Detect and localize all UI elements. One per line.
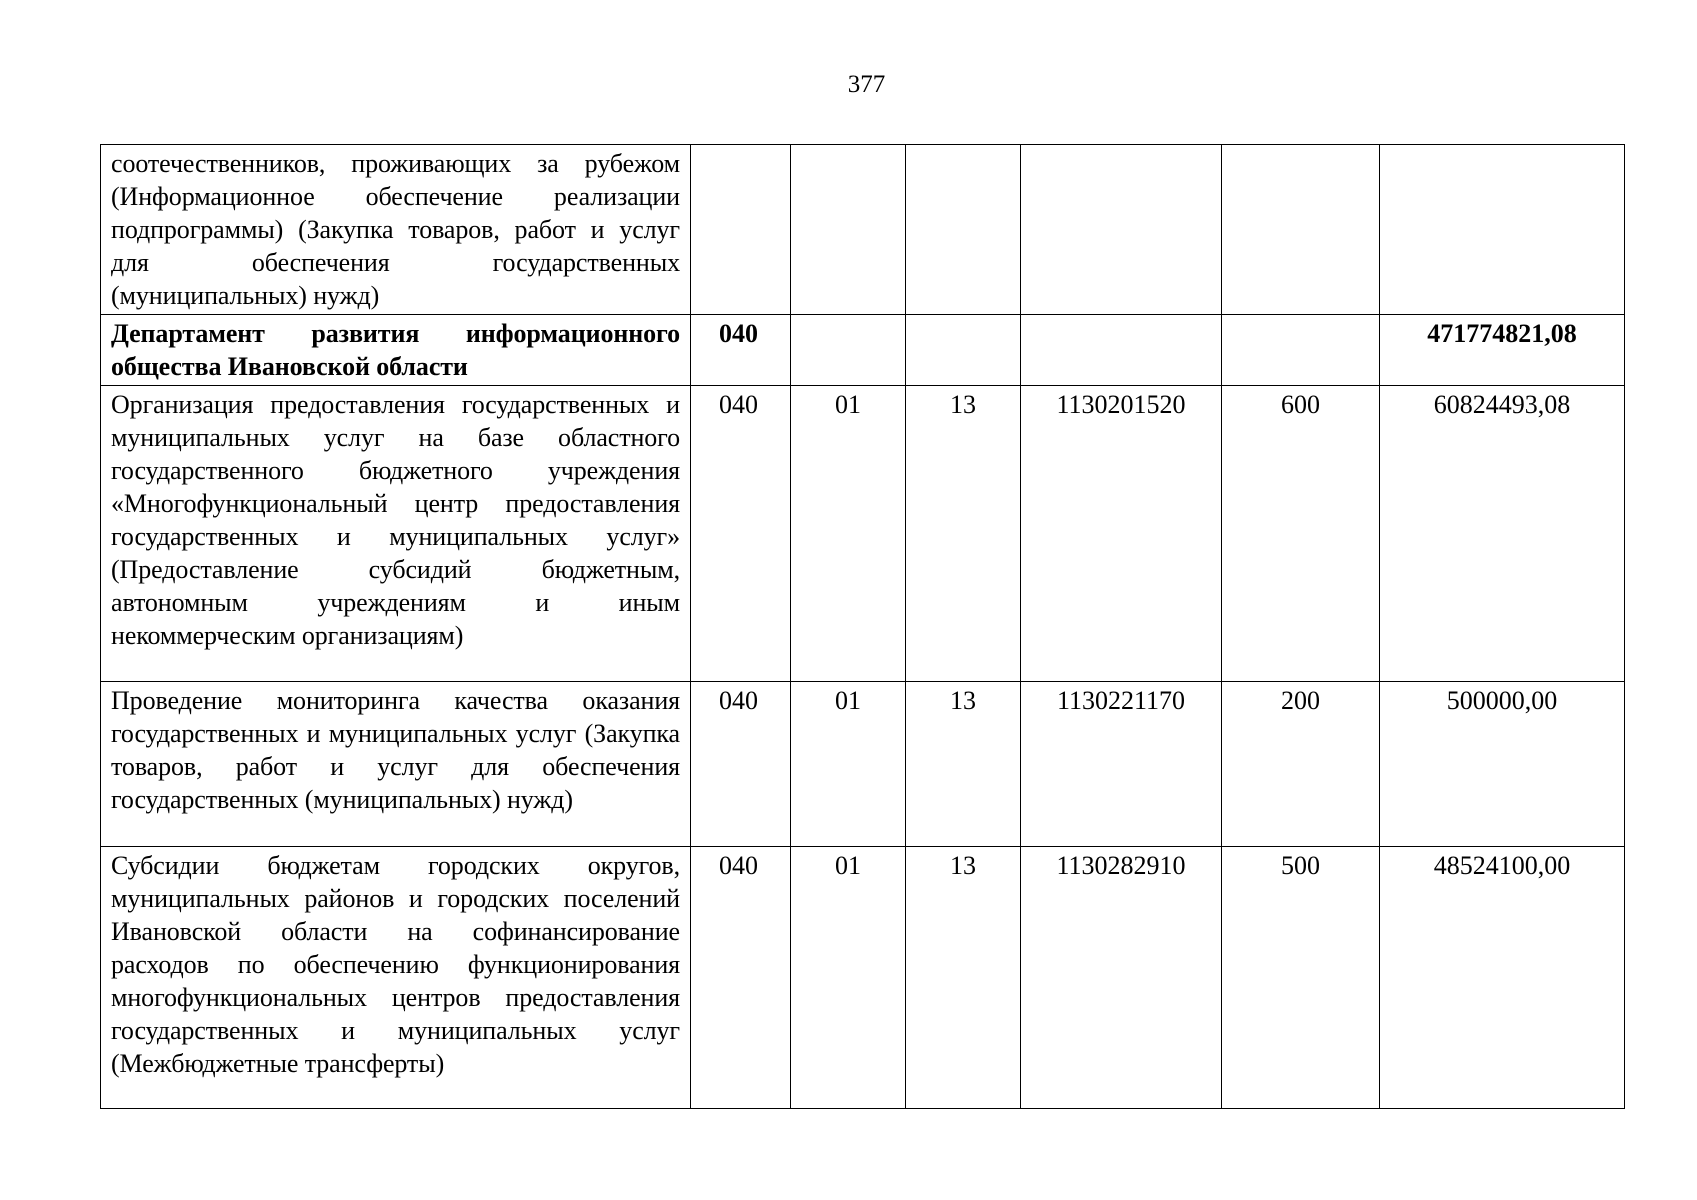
row-expense-type: 500 [1222, 847, 1380, 1109]
row-amount: 48524100,00 [1380, 847, 1625, 1109]
table-row [101, 386, 1625, 682]
row-subsection-code: 13 [906, 682, 1021, 847]
row-section-code: 01 [791, 682, 906, 847]
row-description: Департамент развития информационного общества Ивановской области [101, 315, 691, 386]
row-section-code: 01 [791, 386, 906, 682]
table-row-department [101, 315, 1625, 386]
budget-table [100, 144, 1625, 1109]
row-expense-type: 600 [1222, 386, 1380, 682]
row-amount [1380, 145, 1625, 315]
table-row [101, 847, 1625, 1109]
row-ministry-code: 040 [691, 682, 791, 847]
row-subsection-code [906, 315, 1021, 386]
row-target-article: 1130221170 [1021, 682, 1222, 847]
row-expense-type: 200 [1222, 682, 1380, 847]
row-description: Организация предоставления государственных и муниципальных услуг на базе областного государственного бюджетного учреждения «Многофункциональный центр предоставления государственных и муниципальных услуг» (Предоставление субсидий бюджетным, автономным учреждениям и иным некоммерческим организациям) [101, 386, 691, 682]
row-description: соотечественников, проживающих за рубежом (Информационное обеспечение реализации подпрограммы) (Закупка товаров, работ и услуг для обеспечения государственных (муниципальных) нужд) [101, 145, 691, 315]
row-target-article [1021, 315, 1222, 386]
row-target-article: 1130201520 [1021, 386, 1222, 682]
row-amount: 60824493,08 [1380, 386, 1625, 682]
row-subsection-code [906, 145, 1021, 315]
row-amount: 500000,00 [1380, 682, 1625, 847]
row-ministry-code: 040 [691, 315, 791, 386]
row-amount: 471774821,08 [1380, 315, 1625, 386]
table-row [101, 682, 1625, 847]
table-row [101, 145, 1625, 315]
row-ministry-code: 040 [691, 847, 791, 1109]
row-expense-type [1222, 145, 1380, 315]
row-description: Проведение мониторинга качества оказания государственных и муниципальных услуг (Закупка товаров, работ и услуг для обеспечения государственных (муниципальных) нужд) [101, 682, 691, 847]
row-ministry-code [691, 145, 791, 315]
row-subsection-code: 13 [906, 847, 1021, 1109]
row-section-code: 01 [791, 847, 906, 1109]
row-target-article [1021, 145, 1222, 315]
row-target-article: 1130282910 [1021, 847, 1222, 1109]
page-number: 377 [847, 71, 886, 98]
row-section-code [791, 315, 906, 386]
row-expense-type [1222, 315, 1380, 386]
row-description: Субсидии бюджетам городских округов, муниципальных районов и городских поселений Ивановской области на софинансирование расходов по обеспечению функционирования многофункциональных центров предоставления государственных и муниципальных услуг (Межбюджетные трансферты) [101, 847, 691, 1109]
row-subsection-code: 13 [906, 386, 1021, 682]
row-ministry-code: 040 [691, 386, 791, 682]
row-section-code [791, 145, 906, 315]
